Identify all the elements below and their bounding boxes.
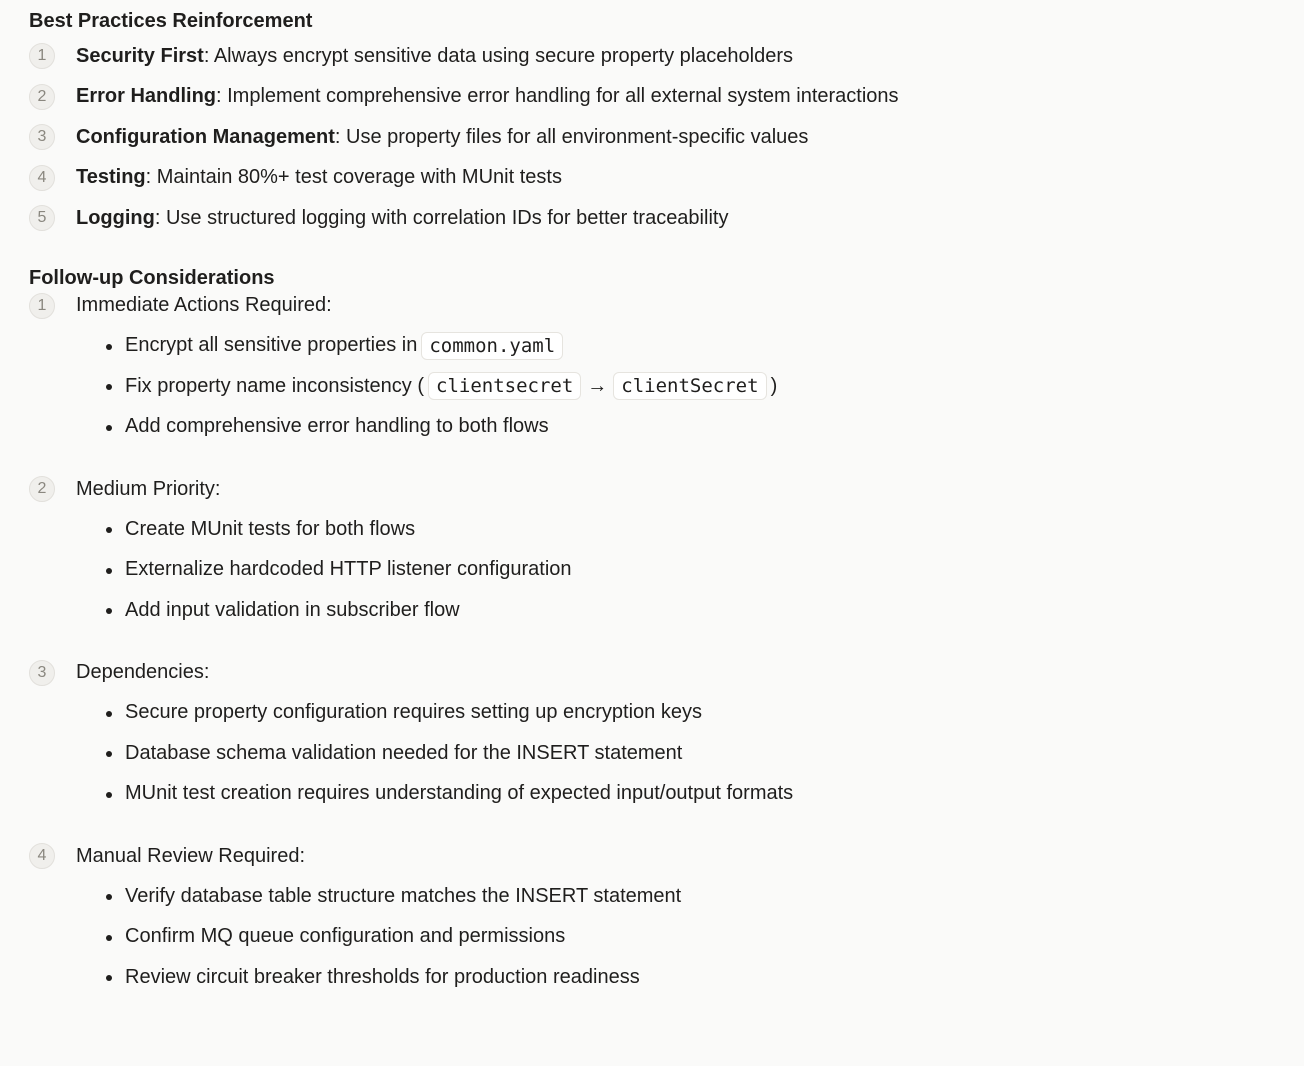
follow-up-item-title: Dependencies: — [76, 661, 210, 683]
bullet-item — [77, 590, 1304, 631]
follow-up-item-medium-priority — [29, 476, 1304, 631]
bullet-text: Confirm MQ queue configuration and permissions — [125, 925, 566, 948]
follow-up-item-title: Manual Review Required: — [76, 844, 306, 867]
follow-up-item-header — [29, 843, 1304, 869]
list-item-title: Logging — [76, 206, 155, 229]
list-item-description: : Use property files for all environment-specific values — [334, 125, 809, 148]
list-item-title: Security First — [76, 44, 204, 67]
list-item-text — [76, 45, 793, 68]
bullet-item — [77, 774, 1304, 815]
follow-up-item-title: Medium Priority: — [76, 477, 221, 500]
bullet-text: Externalize hardcoded HTTP listener configuration — [125, 558, 572, 581]
bullet-item — [77, 957, 1304, 998]
follow-up-item-immediate-actions — [29, 293, 1304, 448]
bullet-list — [29, 509, 1304, 631]
best-practices-heading: Best Practices Reinforcement — [29, 10, 313, 32]
follow-up-item-dependencies — [29, 660, 1304, 815]
list-item — [29, 77, 1304, 118]
bullet-text: Encrypt all sensitive properties in — [125, 334, 418, 357]
bullet-item — [77, 733, 1304, 774]
step-number-badge: 4 — [29, 165, 55, 191]
list-item-text — [76, 207, 728, 230]
bullet-text: Database schema validation needed for the INSERT statement — [125, 741, 683, 764]
list-item-description: : Always encrypt sensitive data using secure property placeholders — [203, 44, 794, 67]
bullet-item — [77, 550, 1304, 591]
inline-code: common.yaml — [421, 332, 563, 360]
list-item-title: Configuration Management — [76, 125, 335, 148]
best-practices-list — [29, 36, 1304, 239]
step-number-badge: 2 — [29, 476, 55, 502]
follow-up-item-manual-review — [29, 843, 1304, 998]
step-number-badge: 1 — [29, 43, 55, 69]
bullet-item — [77, 693, 1304, 734]
list-item-title: Error Handling — [76, 85, 217, 108]
bullet-list — [29, 326, 1304, 448]
arrow-right-icon: → — [587, 374, 608, 397]
bullet-text: Verify database table structure matches the INSERT statement — [125, 884, 682, 907]
follow-up-item-header — [29, 293, 1304, 319]
list-item — [29, 198, 1304, 239]
list-item-text — [76, 85, 899, 108]
bullet-text: Create MUnit tests for both flows — [125, 517, 416, 540]
bullet-item — [77, 509, 1304, 550]
bullet-text: Review circuit breaker thresholds for production readiness — [125, 965, 640, 988]
bullet-item — [77, 326, 1304, 367]
follow-up-heading: Follow-up Considerations — [29, 266, 275, 289]
step-number-badge: 3 — [29, 660, 55, 686]
list-item-title: Testing — [76, 166, 146, 189]
bullet-text: Add input validation in subscriber flow — [125, 598, 460, 621]
bullet-text: Secure property configuration requires setting up encryption keys — [125, 701, 702, 724]
list-item — [29, 36, 1304, 77]
list-item-text — [76, 126, 808, 149]
follow-up-item-title: Immediate Actions Required: — [76, 294, 332, 316]
inline-code: clientSecret — [613, 372, 766, 400]
bullet-text: Fix property name inconsistency ( — [125, 374, 425, 397]
list-item-description: : Implement comprehensive error handling for all external system interactions — [216, 85, 899, 108]
step-number-badge: 5 — [29, 205, 55, 231]
list-item — [29, 117, 1304, 158]
list-item-description: : Use structured logging with correlation IDs for better traceability — [154, 206, 729, 229]
bullet-item — [77, 917, 1304, 958]
bullet-item — [77, 876, 1304, 917]
bullet-list — [29, 876, 1304, 998]
step-number-badge: 4 — [29, 843, 55, 869]
bullet-text: ) — [770, 374, 778, 397]
bullet-list — [29, 693, 1304, 815]
list-item — [29, 158, 1304, 199]
step-number-badge: 2 — [29, 84, 55, 110]
step-number-badge: 1 — [29, 293, 55, 319]
step-number-badge: 3 — [29, 124, 55, 150]
follow-up-item-header — [29, 660, 1304, 686]
follow-up-list — [29, 293, 1304, 998]
list-item-description: : Maintain 80%+ test coverage with MUnit tests — [145, 166, 562, 189]
follow-up-item-header — [29, 476, 1304, 502]
bullet-item — [77, 366, 1304, 407]
list-item-text — [76, 166, 562, 189]
inline-code: clientsecret — [428, 372, 581, 400]
bullet-item — [77, 407, 1304, 448]
bullet-text: Add comprehensive error handling to both flows — [125, 415, 549, 438]
bullet-text: MUnit test creation requires understanding of expected input/output formats — [125, 782, 794, 805]
